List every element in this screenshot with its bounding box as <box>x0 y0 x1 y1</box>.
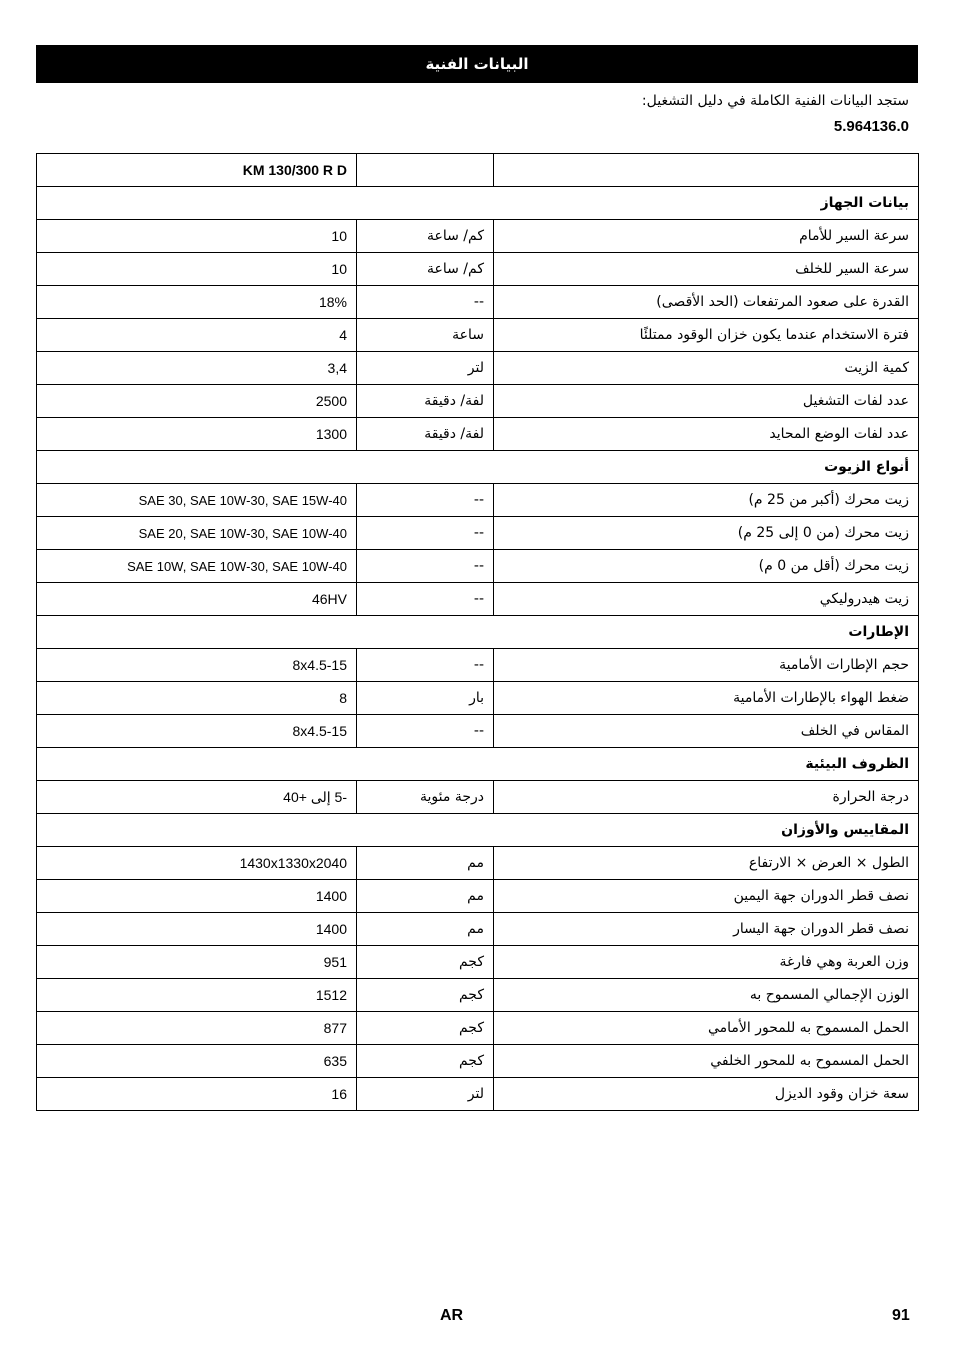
spec-label: كمية الزيت <box>494 352 919 385</box>
spec-label: عدد لفات الوضع المحايد <box>494 418 919 451</box>
spec-label: فترة الاستخدام عندما يكون خزان الوقود ممتلئًا <box>494 319 919 352</box>
spec-label: زيت هيدروليكي <box>494 583 919 616</box>
table-row <box>37 649 919 682</box>
spec-label: سرعة السير للخلف <box>494 253 919 286</box>
section-header-row <box>37 748 919 781</box>
spec-unit: درجة مئوية <box>357 781 494 814</box>
spec-unit: -- <box>357 649 494 682</box>
spec-label: الوزن الإجمالي المسموح به <box>494 979 919 1012</box>
table-row <box>37 220 919 253</box>
spec-value: 2500 <box>37 385 357 418</box>
unit-header-cell <box>357 154 494 187</box>
table-row <box>37 352 919 385</box>
section-title: أنواع الزيوت <box>37 451 919 484</box>
table-row <box>37 847 919 880</box>
table-row <box>37 1045 919 1078</box>
table-row <box>37 781 919 814</box>
spec-unit: كجم <box>357 979 494 1012</box>
spec-unit: -- <box>357 583 494 616</box>
intro-text: ستجد البيانات الفنية الكاملة في دليل التشغيل: <box>641 93 909 109</box>
spec-value: 1400 <box>37 913 357 946</box>
spec-label: الحمل المسموح به للمحور الخلفي <box>494 1045 919 1078</box>
spec-value: 1400 <box>37 880 357 913</box>
table-row <box>37 253 919 286</box>
table-row <box>37 979 919 1012</box>
spec-value: 10 <box>37 253 357 286</box>
spec-value: 16 <box>37 1078 357 1111</box>
spec-label: المقاس في الخلف <box>494 715 919 748</box>
spec-value: 1300 <box>37 418 357 451</box>
section-title: المقاييس والأوزان <box>37 814 919 847</box>
spec-value: SAE 30, SAE 10W-30, SAE 15W-40 <box>37 484 357 517</box>
table-row <box>37 286 919 319</box>
table-row <box>37 880 919 913</box>
spec-label: زيت محرك (أقل من 0 م) <box>494 550 919 583</box>
spec-label: زيت محرك (من 0 إلى 25 م) <box>494 517 919 550</box>
section-header-row <box>37 814 919 847</box>
table-row <box>37 319 919 352</box>
page-title: البيانات الفنية <box>425 55 529 73</box>
spec-value: SAE 20, SAE 10W-30, SAE 10W-40 <box>37 517 357 550</box>
spec-unit: كم/ ساعة <box>357 220 494 253</box>
spec-value: 8x4.5-15 <box>37 649 357 682</box>
spec-unit: كجم <box>357 1012 494 1045</box>
spec-value: 4 <box>37 319 357 352</box>
spec-value: 951 <box>37 946 357 979</box>
spec-unit: مم <box>357 913 494 946</box>
spec-label: الطول × العرض × الارتفاع <box>494 847 919 880</box>
spec-unit: كم/ ساعة <box>357 253 494 286</box>
table-row <box>37 583 919 616</box>
spec-label: الحمل المسموح به للمحور الأمامي <box>494 1012 919 1045</box>
table-row <box>37 946 919 979</box>
section-header-row <box>37 187 919 220</box>
spec-unit: لتر <box>357 352 494 385</box>
table-row <box>37 715 919 748</box>
spec-unit: كجم <box>357 1045 494 1078</box>
spec-unit: بار <box>357 682 494 715</box>
spec-label: سعة خزان وقود الديزل <box>494 1078 919 1111</box>
footer-language: AR <box>440 1307 464 1324</box>
table-row <box>37 1012 919 1045</box>
section-title: بيانات الجهاز <box>37 187 919 220</box>
spec-value: SAE 10W, SAE 10W-30, SAE 10W-40 <box>37 550 357 583</box>
spec-label: القدرة على صعود المرتفعات (الحد الأقصى) <box>494 286 919 319</box>
section-header-row <box>37 451 919 484</box>
spec-unit: ساعة <box>357 319 494 352</box>
table-row <box>37 418 919 451</box>
spec-value: 877 <box>37 1012 357 1045</box>
spec-label: سرعة السير للأمام <box>494 220 919 253</box>
spec-unit: -- <box>357 517 494 550</box>
table-row <box>37 682 919 715</box>
model-name: KM 130/300 R D <box>37 154 357 187</box>
table-row <box>37 385 919 418</box>
intro-block <box>642 88 909 140</box>
footer-page-number: 91 <box>892 1307 910 1324</box>
spec-label: نصف قطر الدوران جهة اليسار <box>494 913 919 946</box>
model-header-row <box>37 154 919 187</box>
spec-value: 1512 <box>37 979 357 1012</box>
spec-value: 8 <box>37 682 357 715</box>
spec-unit: مم <box>357 847 494 880</box>
spec-label: نصف قطر الدوران جهة اليمين <box>494 880 919 913</box>
spec-value: 1430x1330x2040 <box>37 847 357 880</box>
spec-label: زيت محرك (أكبر من 25 م) <box>494 484 919 517</box>
spec-unit: لتر <box>357 1078 494 1111</box>
document-number: 5.964136.0 <box>833 118 909 135</box>
spec-label: وزن العربة وهي فارغة <box>494 946 919 979</box>
spec-unit: لفة/ دقيقة <box>357 418 494 451</box>
table-row <box>37 1078 919 1111</box>
section-header-row <box>37 616 919 649</box>
spec-value: 3,4 <box>37 352 357 385</box>
section-title: الظروف البيئية <box>37 748 919 781</box>
spec-label: درجة الحرارة <box>494 781 919 814</box>
spec-unit: مم <box>357 880 494 913</box>
spec-unit: -- <box>357 550 494 583</box>
spec-value: -5 إلى +40 <box>37 781 357 814</box>
spec-label: عدد لفات التشغيل <box>494 385 919 418</box>
spec-unit: -- <box>357 286 494 319</box>
table-row <box>37 517 919 550</box>
spec-value: 18% <box>37 286 357 319</box>
spec-unit: -- <box>357 715 494 748</box>
technical-data-table <box>36 153 919 1111</box>
spec-value: 10 <box>37 220 357 253</box>
spec-value: 635 <box>37 1045 357 1078</box>
spec-value: 46HV <box>37 583 357 616</box>
spec-value: 8x4.5-15 <box>37 715 357 748</box>
spec-label: ضغط الهواء بالإطارات الأمامية <box>494 682 919 715</box>
spec-unit: كجم <box>357 946 494 979</box>
table-row <box>37 550 919 583</box>
spec-unit: لفة/ دقيقة <box>357 385 494 418</box>
table-row <box>37 484 919 517</box>
table-row <box>37 913 919 946</box>
page-title-bar <box>36 45 918 83</box>
label-header-cell <box>494 154 919 187</box>
section-title: الإطارات <box>37 616 919 649</box>
spec-unit: -- <box>357 484 494 517</box>
spec-label: حجم الإطارات الأمامية <box>494 649 919 682</box>
